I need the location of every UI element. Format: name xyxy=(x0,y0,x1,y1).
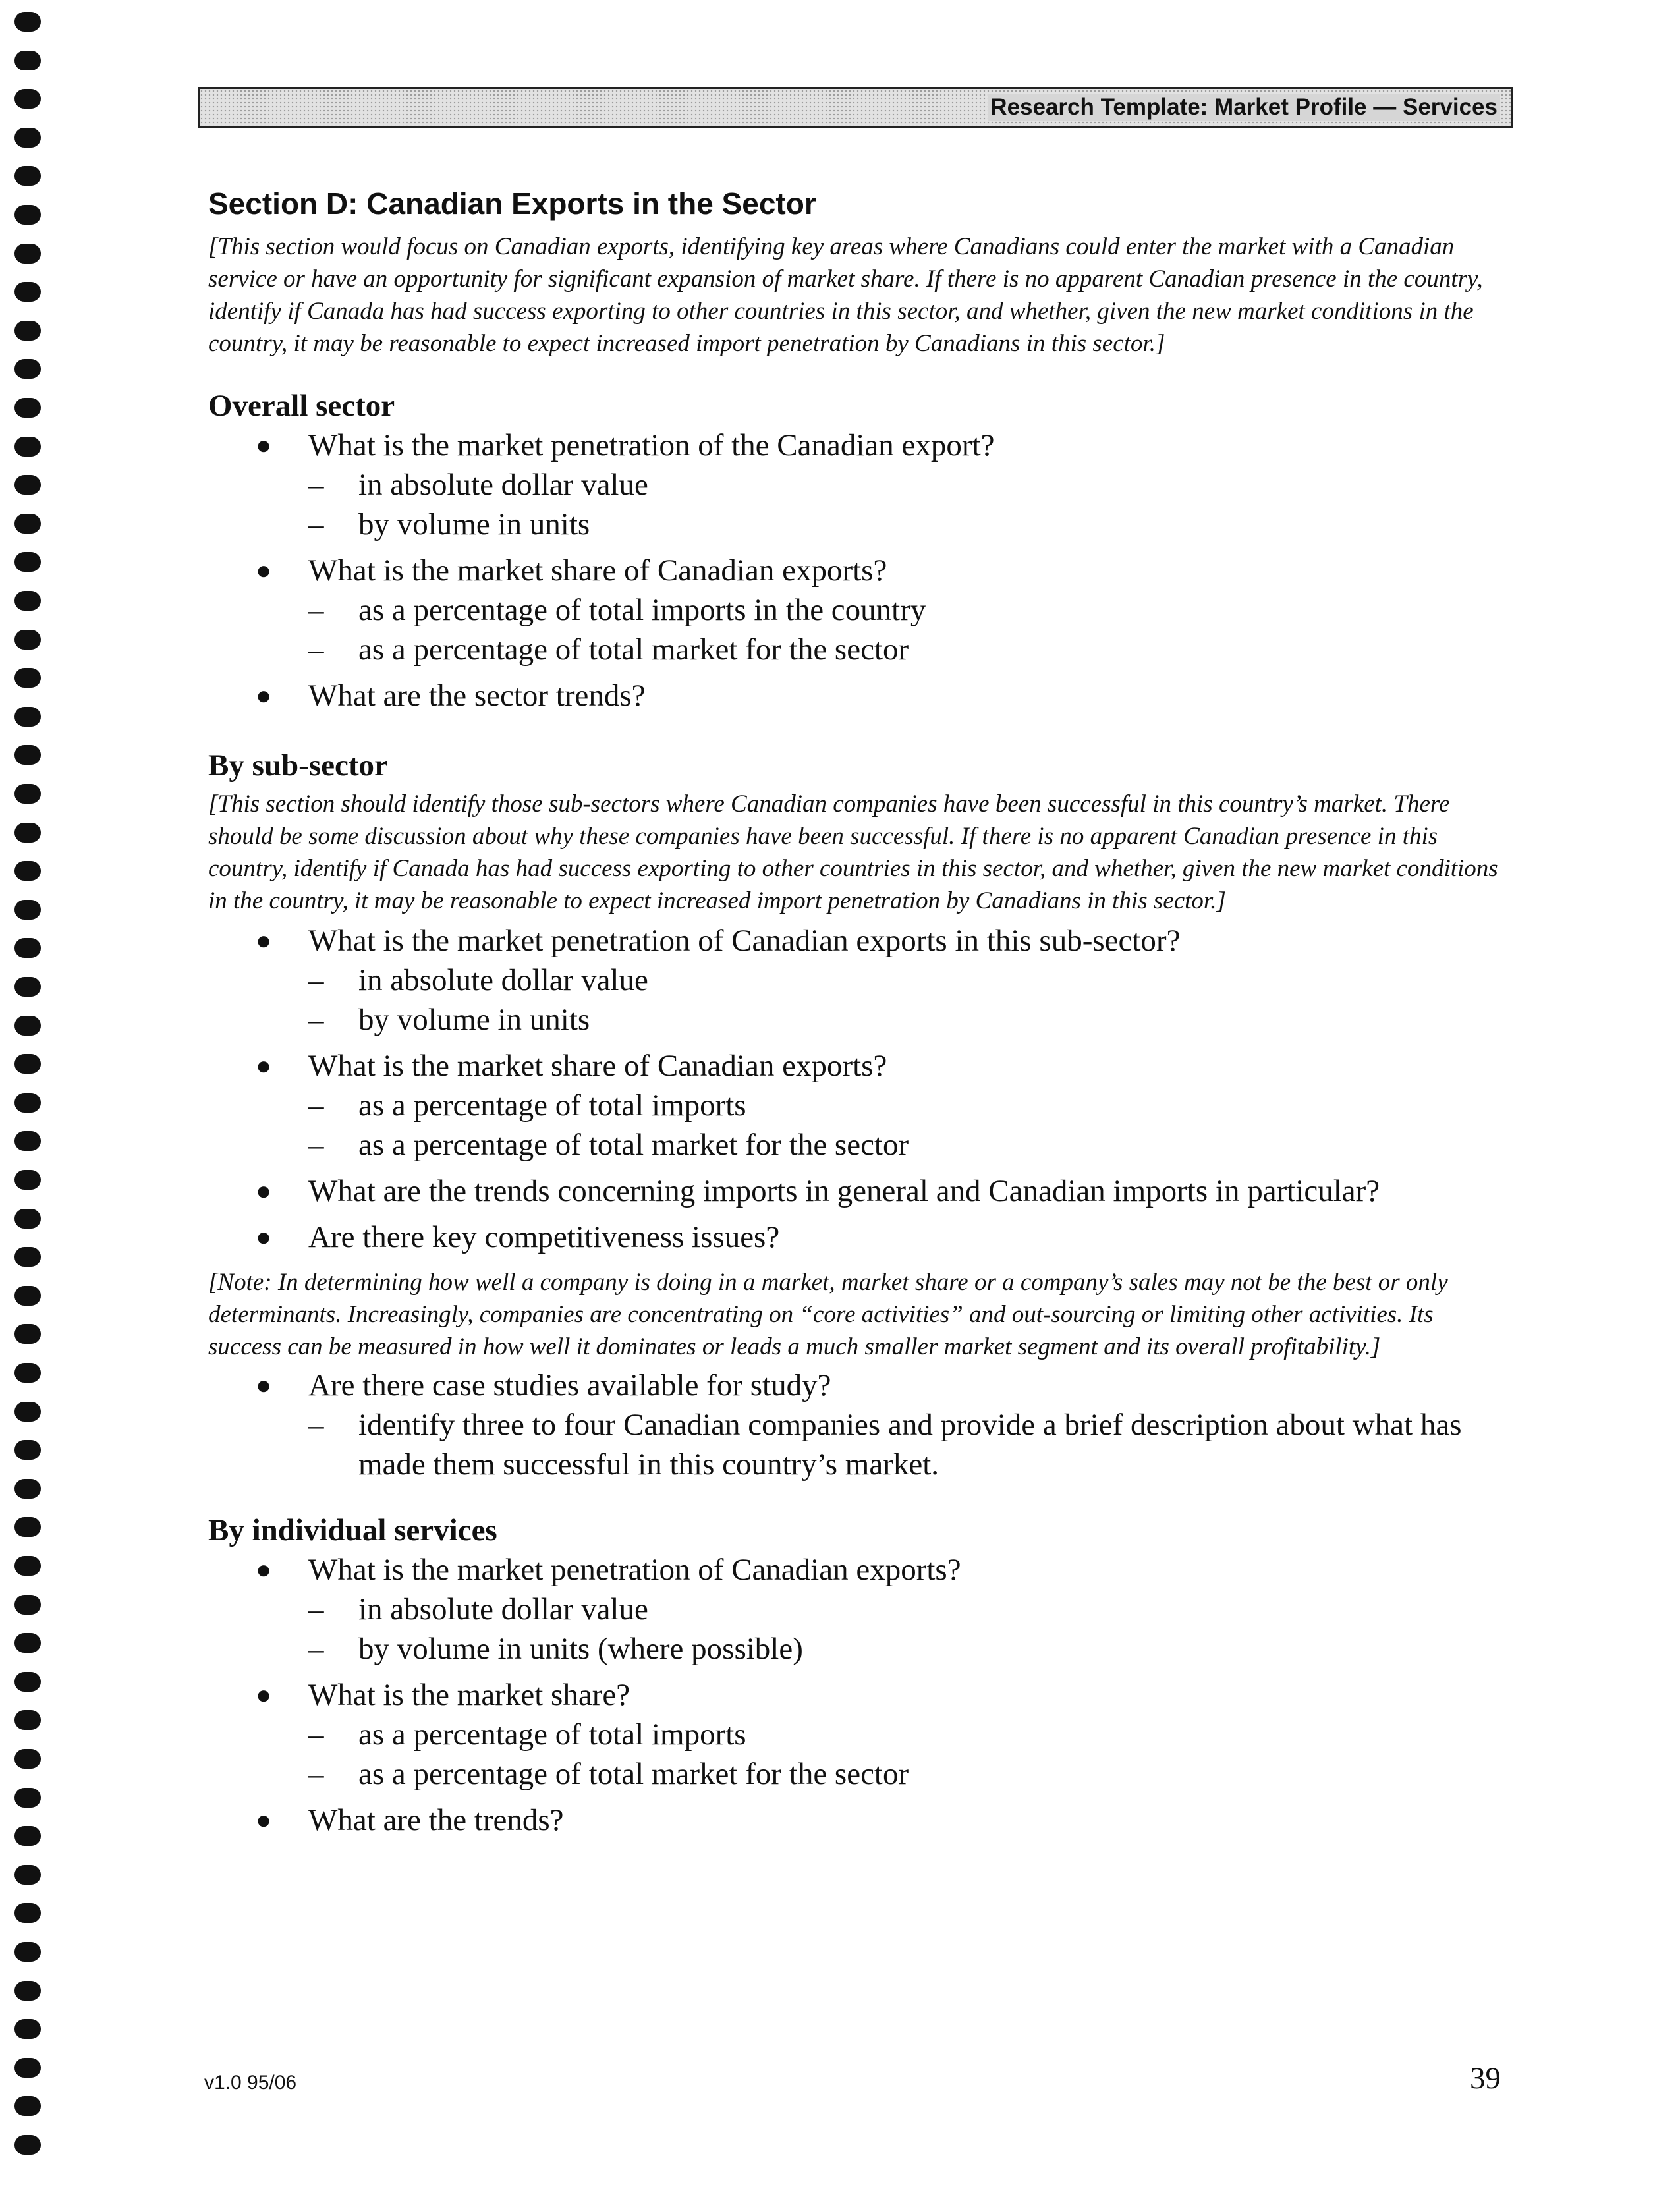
section-title: Section D: Canadian Exports in the Sector xyxy=(208,186,816,221)
binding-hole xyxy=(14,1209,41,1229)
binding-hole xyxy=(14,2135,41,2155)
sub-item xyxy=(308,630,1499,669)
binding-hole xyxy=(14,591,41,611)
dash-icon: – xyxy=(308,632,324,667)
binding-hole xyxy=(14,1517,41,1537)
dash-icon: – xyxy=(308,1592,324,1626)
binding-hole xyxy=(14,1479,41,1499)
sub-item xyxy=(308,1590,1499,1629)
overall-list xyxy=(208,426,1499,715)
binding-hole xyxy=(14,1170,41,1190)
sub-text: in absolute dollar value xyxy=(358,963,648,997)
binding-hole xyxy=(14,244,41,264)
binding-hole xyxy=(14,745,41,765)
binding-hole xyxy=(14,1865,41,1885)
sub-list xyxy=(308,465,1499,544)
case-study-list xyxy=(208,1366,1499,1484)
sub-text: in absolute dollar value xyxy=(358,1592,648,1626)
dash-icon: – xyxy=(308,468,324,502)
bullet-icon: ● xyxy=(256,1051,272,1080)
sub-item xyxy=(308,1629,1499,1669)
sub-item xyxy=(308,1754,1499,1794)
binding-hole xyxy=(14,668,41,688)
list-item xyxy=(208,921,1499,1040)
dash-icon: – xyxy=(308,1408,324,1442)
sub-item xyxy=(308,505,1499,544)
bullet-text: What are the trends? xyxy=(308,1803,564,1837)
dash-icon: – xyxy=(308,1757,324,1791)
dash-icon: – xyxy=(308,963,324,997)
bullet-icon: ● xyxy=(256,1176,272,1206)
binding-holes xyxy=(14,12,43,2186)
binding-hole xyxy=(14,205,41,225)
dash-icon: – xyxy=(308,1088,324,1123)
bullet-icon: ● xyxy=(256,1805,272,1835)
page-number: 39 xyxy=(1470,2061,1501,2096)
binding-hole xyxy=(14,1556,41,1576)
sub-list xyxy=(308,1405,1499,1484)
sub-list xyxy=(308,1715,1499,1794)
binding-hole xyxy=(14,552,41,572)
bullet-text: What is the market share? xyxy=(308,1678,630,1712)
binding-hole xyxy=(14,12,41,32)
binding-hole xyxy=(14,1093,41,1113)
sub-text: by volume in units (where possible) xyxy=(358,1632,803,1666)
dash-icon: – xyxy=(308,507,324,541)
bullet-text: What is the market share of Canadian exports? xyxy=(308,1049,887,1083)
bullet-text: Are there case studies available for study? xyxy=(308,1368,831,1402)
running-header xyxy=(198,87,1513,128)
bullet-text: What is the market share of Canadian exports? xyxy=(308,553,887,588)
dash-icon: – xyxy=(308,593,324,627)
list-item xyxy=(208,1800,1499,1840)
bullet-icon: ● xyxy=(256,1680,272,1709)
sub-list xyxy=(308,960,1499,1040)
individual-heading: By individual services xyxy=(208,1513,497,1547)
binding-hole xyxy=(14,166,41,186)
subsector-heading: By sub-sector xyxy=(208,748,388,783)
binding-hole xyxy=(14,1903,41,1923)
list-item xyxy=(208,426,1499,544)
sub-text: as a percentage of total imports xyxy=(358,1088,746,1123)
bullet-icon: ● xyxy=(256,680,272,710)
sub-item xyxy=(308,465,1499,505)
sub-item xyxy=(308,1125,1499,1165)
binding-hole xyxy=(14,437,41,457)
binding-hole xyxy=(14,1788,41,1808)
sub-text: by volume in units xyxy=(358,1003,590,1037)
binding-hole xyxy=(14,1247,41,1267)
binding-hole xyxy=(14,1324,41,1344)
binding-hole xyxy=(14,784,41,804)
bullet-icon: ● xyxy=(256,430,272,460)
sub-text: as a percentage of total imports in the country xyxy=(358,593,926,627)
sub-item xyxy=(308,1715,1499,1754)
list-item xyxy=(208,1675,1499,1794)
sub-text: by volume in units xyxy=(358,507,590,541)
binding-hole xyxy=(14,128,41,148)
binding-hole xyxy=(14,2096,41,2116)
sub-item xyxy=(308,590,1499,630)
sub-text: as a percentage of total market for the sector xyxy=(358,1757,909,1791)
sub-text: as a percentage of total market for the sector xyxy=(358,632,909,667)
binding-hole xyxy=(14,1981,41,2001)
dash-icon: – xyxy=(308,1632,324,1666)
binding-hole xyxy=(14,1826,41,1846)
binding-hole xyxy=(14,938,41,958)
binding-hole xyxy=(14,475,41,495)
bullet-text: Are there key competitiveness issues? xyxy=(308,1220,780,1254)
bullet-text: What is the market penetration of Canadian exports? xyxy=(308,1553,961,1587)
bullet-icon: ● xyxy=(256,1370,272,1400)
binding-hole xyxy=(14,321,41,341)
list-item xyxy=(208,1550,1499,1669)
bullet-icon: ● xyxy=(256,555,272,585)
binding-hole xyxy=(14,514,41,534)
binding-hole xyxy=(14,359,41,379)
bullet-icon: ● xyxy=(256,1555,272,1584)
sub-list xyxy=(308,590,1499,669)
binding-hole xyxy=(14,1016,41,1036)
binding-hole xyxy=(14,630,41,650)
binding-hole xyxy=(14,1054,41,1074)
version-label: v1.0 95/06 xyxy=(204,2072,297,2094)
subsector-list xyxy=(208,921,1499,1257)
binding-hole xyxy=(14,51,41,70)
binding-hole xyxy=(14,1633,41,1653)
sub-list xyxy=(308,1086,1499,1165)
binding-hole xyxy=(14,1595,41,1615)
subsector-note: [This section should identify those sub-sectors where Canadian companies have been successful in this country’s market. There should be some discussion about why these companies have been successful. If there is no apparent Canadian presence in this country, identify if Canada has had success exporting to other countries in this sector, and whether, given the new market conditions in the country, it may be reasonable to expect increased import penetration by Canadians in this sector.] xyxy=(208,791,1498,914)
binding-hole xyxy=(14,1710,41,1730)
binding-hole xyxy=(14,861,41,881)
sub-text: in absolute dollar value xyxy=(358,468,648,502)
binding-hole xyxy=(14,1402,41,1422)
dash-icon: – xyxy=(308,1003,324,1037)
dash-icon: – xyxy=(308,1717,324,1752)
bullet-text: What is the market penetration of Canadian exports in this sub-sector? xyxy=(308,924,1181,958)
binding-hole xyxy=(14,823,41,843)
binding-hole xyxy=(14,2019,41,2039)
sub-text: as a percentage of total market for the sector xyxy=(358,1128,909,1162)
sub-list xyxy=(308,1590,1499,1669)
binding-hole xyxy=(14,398,41,418)
binding-hole xyxy=(14,1363,41,1383)
list-item xyxy=(208,1046,1499,1165)
bullet-icon: ● xyxy=(256,1222,272,1252)
subsector-note-2: [Note: In determining how well a company is doing in a market, market share or a company’s sales may not be the best or only determinants. Increasingly, companies are concentrating on “core activities” and out-sourcing or limiting other activities. Its success can be measured in how well it dominates or leads a much smaller market segment and its overall profitability.] xyxy=(208,1269,1448,1360)
binding-hole xyxy=(14,1286,41,1306)
list-item xyxy=(208,1171,1499,1211)
sub-item xyxy=(308,1000,1499,1040)
binding-hole xyxy=(14,1942,41,1962)
binding-hole xyxy=(14,977,41,997)
binding-hole xyxy=(14,900,41,920)
binding-hole xyxy=(14,1440,41,1460)
overall-heading: Overall sector xyxy=(208,389,395,423)
bullet-text: What are the sector trends? xyxy=(308,679,646,713)
binding-hole xyxy=(14,282,41,302)
bullet-text: What are the trends concerning imports in general and Canadian imports in particular? xyxy=(308,1174,1380,1208)
list-item xyxy=(208,1366,1499,1484)
binding-hole xyxy=(14,1131,41,1151)
sub-item xyxy=(308,960,1499,1000)
bullet-text: What is the market penetration of the Canadian export? xyxy=(308,428,995,462)
sub-text: identify three to four Canadian companies and provide a brief description about what has made them successful in this country’s market. xyxy=(358,1408,1462,1482)
intro-note: [This section would focus on Canadian exports, identifying key areas where Canadians could enter the market with a Canadian service or have an opportunity for significant expansion of market share. If there is no apparent Canadian presence in the country, identify if Canada has had success exporting to other countries in this sector, and whether, given the new market conditions in the country, it may be reasonable to expect increased import penetration by Canadians in this sector.] xyxy=(208,233,1483,357)
sub-text: as a percentage of total imports xyxy=(358,1717,746,1752)
binding-hole xyxy=(14,2058,41,2078)
header-title: Research Template: Market Profile — Services xyxy=(988,94,1500,121)
binding-hole xyxy=(14,707,41,727)
list-item xyxy=(208,676,1499,715)
binding-hole xyxy=(14,1672,41,1692)
individual-list xyxy=(208,1550,1499,1840)
bullet-icon: ● xyxy=(256,926,272,955)
list-item xyxy=(208,551,1499,669)
sub-item xyxy=(308,1405,1499,1484)
sub-item xyxy=(308,1086,1499,1125)
page-content xyxy=(208,186,1499,1840)
binding-hole xyxy=(14,89,41,109)
binding-hole xyxy=(14,1749,41,1769)
dash-icon: – xyxy=(308,1128,324,1162)
list-item xyxy=(208,1217,1499,1257)
